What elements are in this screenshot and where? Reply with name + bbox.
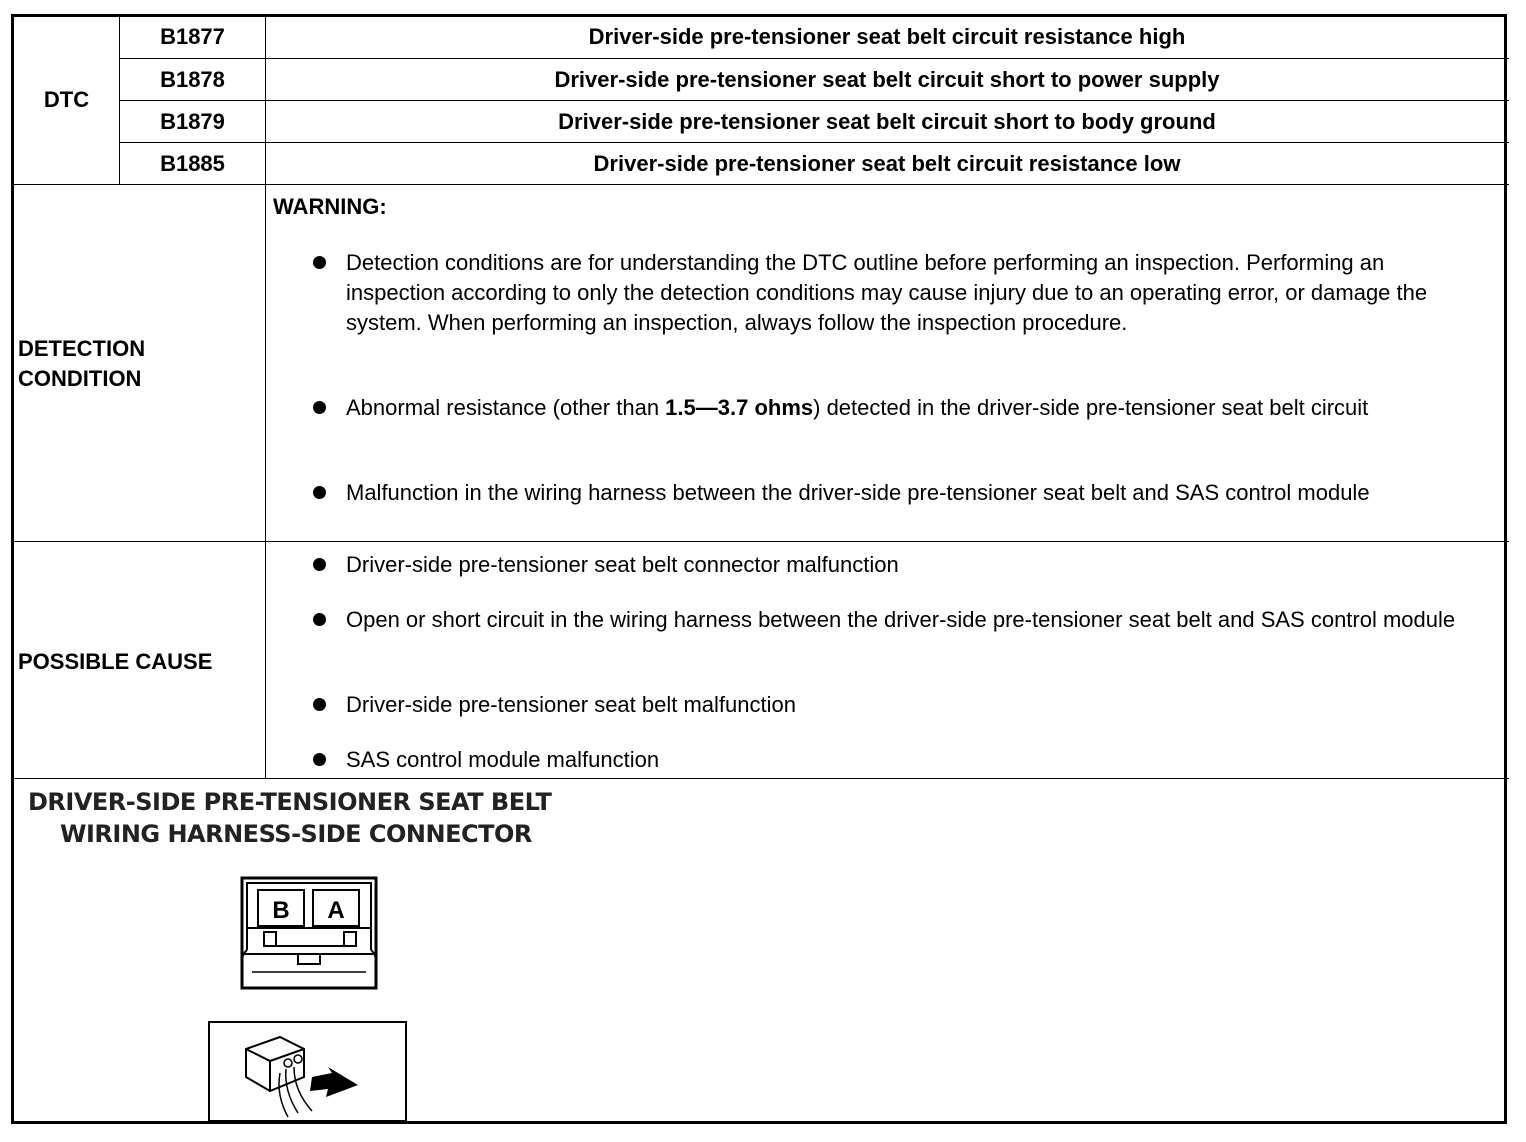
cause-item: Open or short circuit in the wiring harness between the driver-side pre-tensioner seat belt and SAS control module <box>346 607 1456 632</box>
cause-item: Driver-side pre-tensioner seat belt connector malfunction <box>346 552 899 577</box>
row-divider <box>12 778 1509 779</box>
connector-diagram <box>236 872 386 992</box>
harness-side-connector-icon <box>208 1021 408 1123</box>
bullet-icon <box>313 401 326 414</box>
bullet-icon <box>313 698 326 711</box>
dtc-code: B1885 <box>160 151 225 176</box>
dtc-code: B1877 <box>160 24 225 49</box>
dtc-description: Driver-side pre-tensioner seat belt circuit short to body ground <box>558 109 1216 134</box>
dtc-description: Driver-side pre-tensioner seat belt circuit short to power supply <box>554 67 1220 92</box>
terminal-b-label: B <box>272 897 290 924</box>
terminal-a-label: A <box>327 897 345 924</box>
possible-cause-label: POSSIBLE CAUSE <box>18 649 213 674</box>
warning-label: WARNING: <box>273 194 387 219</box>
detection-item-warning: Detection conditions are for understanding the DTC outline before performing an inspection. Performing an inspection according to only the detection conditions may cause injury due to an operating error, or damage the system. When performing an inspection, always follow the inspection procedure. <box>346 250 1428 335</box>
connector-title: DRIVER-SIDE PRE-TENSIONER SEAT BELT WIRING HARNESS-SIDE CONNECTOR <box>28 788 552 848</box>
dtc-code: B1879 <box>160 109 225 134</box>
dtc-label: DTC <box>43 87 90 112</box>
detection-condition-label: DETECTION CONDITION <box>18 336 146 391</box>
bullet-icon <box>313 256 326 269</box>
dtc-code: B1878 <box>160 67 225 92</box>
bullet-icon <box>313 613 326 626</box>
detection-item-harness: Malfunction in the wiring harness between the driver-side pre-tensioner seat belt and SAS control module <box>346 480 1370 505</box>
row-divider <box>12 541 1509 542</box>
detection-item-resistance: Abnormal resistance (other than 1.5—3.7 ohms) detected in the driver-side pre-tensioner seat belt circuit <box>346 395 1369 420</box>
cause-item: SAS control module malfunction <box>346 747 660 772</box>
dtc-description: Driver-side pre-tensioner seat belt circuit resistance high <box>588 24 1186 49</box>
bullet-icon <box>313 753 326 766</box>
dtc-description: Driver-side pre-tensioner seat belt circuit resistance low <box>593 151 1181 176</box>
bullet-icon <box>313 486 326 499</box>
cause-item: Driver-side pre-tensioner seat belt malfunction <box>346 692 796 717</box>
bullet-icon <box>313 558 326 571</box>
